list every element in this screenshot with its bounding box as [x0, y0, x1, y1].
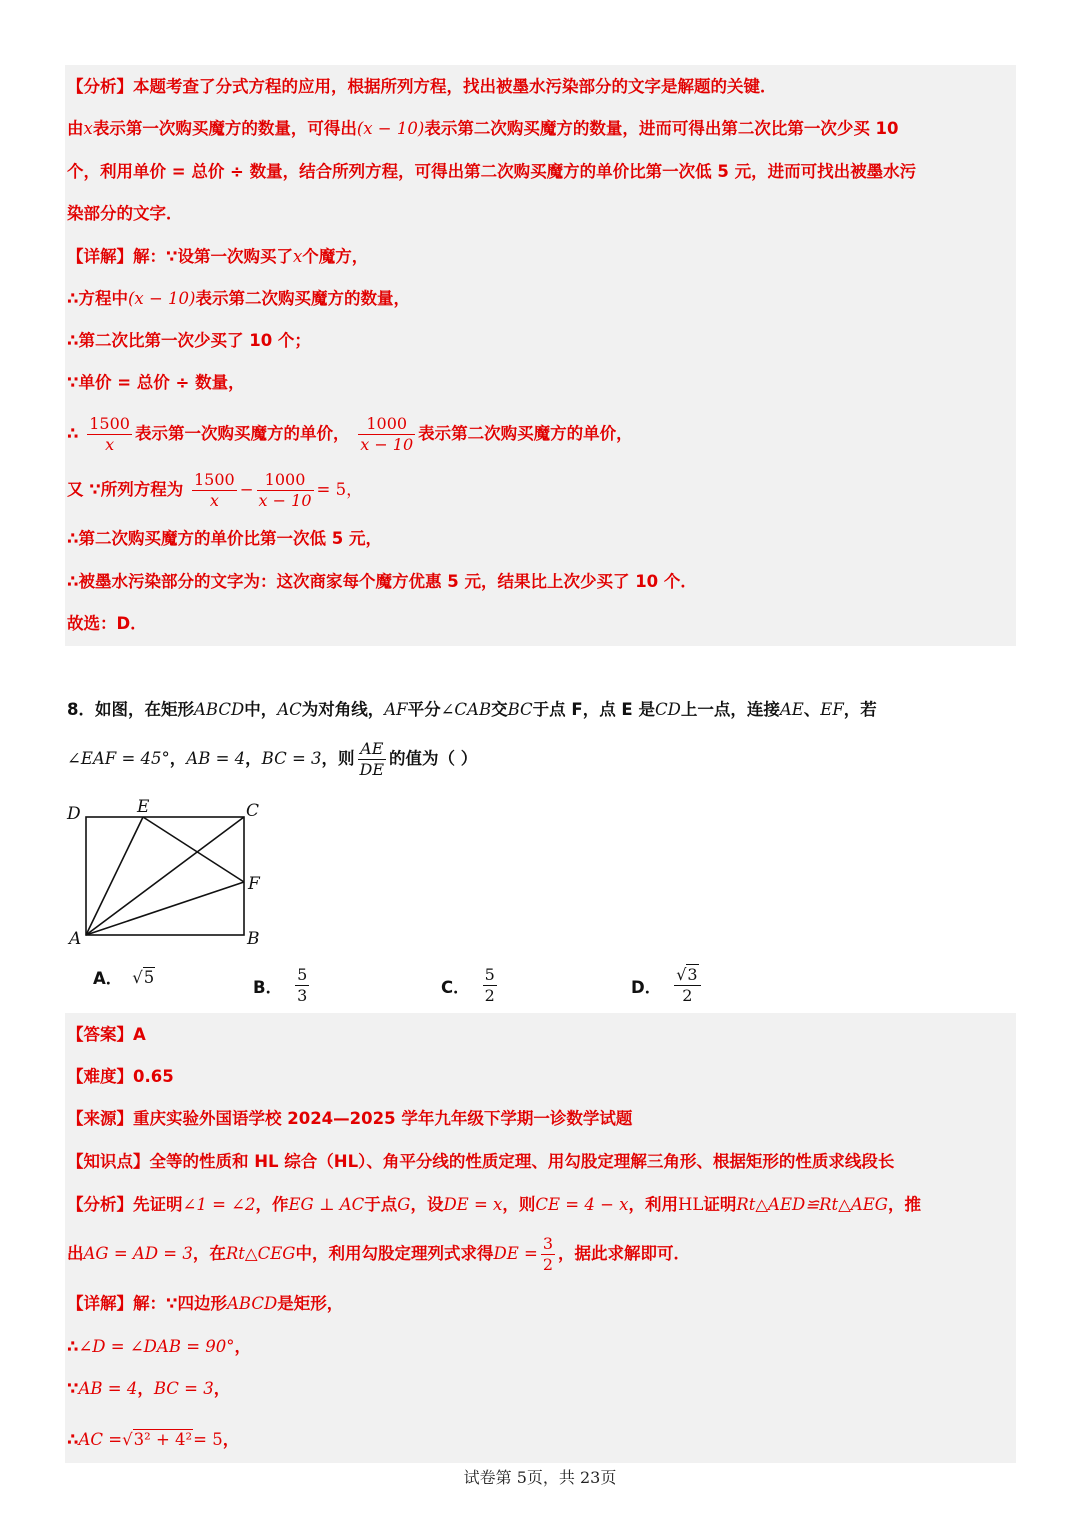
answer-line: [67, 1024, 1013, 1046]
fraction-5-over-2: $\frac{5}{2}$: [484, 965, 495, 1005]
analysis-2-label: 【分析】: [67, 1195, 133, 1214]
segment-ef: [143, 817, 244, 882]
difficulty-label: 【难度】: [67, 1067, 133, 1086]
fraction-1000-over-x-10: $\frac{1000}{x - 10}$: [360, 414, 414, 454]
detail-line-5: ∴ $\frac{1500}{x}$ 表示第一次购买魔方的单价， $\frac{1000}{x - 10}$ 表示第二次购买魔方的单价，: [67, 414, 633, 454]
point-label-e: E: [137, 797, 150, 817]
sqrt-3sq-plus-4sq: √3² + 4²: [122, 1430, 193, 1449]
point-label-b: B: [247, 929, 260, 949]
sqrt-5: √5: [132, 967, 155, 987]
detail-2-line-2: ∴∠D = ∠DAB = 90°，: [67, 1337, 252, 1356]
detail-label: 【详解】: [67, 247, 133, 266]
question-8-line-1: 8．如图，在矩形ABCD中，AC为对角线，AF平分∠CAB交BC于点 F，点 E 是CD上一点，连接AE、EF，若: [67, 700, 877, 719]
segment-af: [86, 882, 244, 935]
point-label-c: C: [246, 801, 260, 821]
analysis-line-4: 染部分的文字．: [67, 204, 183, 223]
difficulty-line: [67, 1066, 1013, 1088]
fraction-3-over-2: $\frac{3}{2}$: [542, 1234, 553, 1274]
detail-line-2: ∴方程中(x − 10)表示第二次购买魔方的数量，: [67, 289, 410, 308]
detail-line-1: 【详解】解：∵设第一次购买了x个魔方，: [67, 247, 369, 266]
analysis-line-2: 由x表示第一次购买魔方的数量，可得出(x − 10)表示第二次购买魔方的数量，进而可得出第二次比第一次少买 10: [67, 119, 899, 138]
source-label: 【来源】: [67, 1109, 133, 1128]
answer-label: 【答案】: [67, 1025, 133, 1044]
analysis-label: 【分析】: [67, 77, 133, 96]
detail-line-4: ∵单价 = 总价 ÷ 数量，: [67, 373, 245, 392]
analysis-line-1: 【分析】本题考查了分式方程的应用，根据所列方程，找出被墨水污染部分的文字是解题的关键．: [67, 77, 777, 96]
knowledge-point-line: [67, 1151, 1013, 1173]
detail-line-9: 故选：D．: [67, 614, 147, 633]
page-footer: 试卷第 5页，共 23页: [463, 1468, 617, 1487]
point-label-f: F: [248, 874, 260, 894]
fraction-5-over-3: $\frac{5}{3}$: [297, 965, 308, 1005]
detail-line-8: ∴被墨水污染部分的文字为：这次商家每个魔方优惠 5 元，结果比上次少买了 10 个．: [67, 572, 697, 591]
option-d[interactable]: D． $\frac{√3}{2}$: [631, 965, 704, 1006]
equation-fraction-2: $\frac{1000}{x - 10}$: [258, 470, 312, 510]
fraction-sqrt3-over-2: $\frac{√3}{2}$: [674, 965, 700, 1006]
diagonal-ac: [86, 817, 244, 935]
detail-line-6: 又 ∵所列方程为 $\frac{1500}{x}$ − $\frac{1000}{x - 10}$ = 5，: [67, 470, 363, 510]
fraction-1500-over-x: $\frac{1500}{x}$: [89, 414, 130, 454]
analysis-line-3: 个，利用单价 = 总价 ÷ 数量，结合所列方程，可得出第二次购买魔方的单价比第一次低 5 元，进而可找出被墨水污: [67, 162, 917, 181]
detail-2-line-3: ∵AB = 4，BC = 3，: [67, 1379, 231, 1398]
knowledge-point-label: 【知识点】: [67, 1152, 150, 1171]
option-a[interactable]: A． √5: [93, 967, 155, 988]
analysis-2-line-1: 【分析】先证明∠1 = ∠2，作EG ⊥ AC于点G，设DE = x，则CE = 4 − x，利用HL证明Rt△AED≌Rt△AEG，推: [67, 1195, 921, 1214]
source-value: 重庆实验外国语学校 2024—2025 学年九年级下学期一诊数学试题: [133, 1109, 633, 1128]
point-label-a: A: [69, 929, 82, 949]
detail-line-3: ∴第二次比第一次少买了 10 个；: [67, 331, 311, 350]
option-b[interactable]: B． $\frac{5}{3}$: [253, 965, 308, 1005]
difficulty-value: 0.65: [133, 1067, 174, 1086]
answer-value: A: [133, 1025, 146, 1044]
point-label-d: D: [67, 804, 81, 824]
detail-line-7: ∴第二次购买魔方的单价比第一次低 5 元，: [67, 529, 382, 548]
detail-2-line-4: ∴AC =√3² + 4²= 5，: [67, 1430, 240, 1449]
analysis-panel-q7: [65, 65, 1016, 646]
rectangle-figure: [60, 795, 280, 955]
source-line: [67, 1108, 1013, 1130]
equation-fraction-1: $\frac{1500}{x}$: [193, 470, 235, 510]
option-c[interactable]: C． $\frac{5}{2}$: [441, 965, 495, 1005]
detail-2-label: 【详解】: [67, 1294, 133, 1313]
analysis-2-line-2: 出AG = AD = 3，在Rt△CEG中，利用勾股定理列式求得DE = $\frac{3}{2}$ ，据此求解即可．: [67, 1234, 690, 1274]
detail-2-line-1: 【详解】解：∵四边形ABCD是矩形，: [67, 1294, 344, 1313]
knowledge-point-value: 全等的性质和 HL 综合（HL）、角平分线的性质定理、用勾股定理解三角形、根据矩形的性质求线段长: [149, 1152, 895, 1171]
question-8-line-2: ∠EAF = 45°，AB = 4，BC = 3，则 $\frac{AE}{DE}$ 的值为（ ）: [67, 739, 478, 779]
fraction-ae-over-de: $\frac{AE}{DE}$: [359, 739, 385, 779]
segment-ae: [86, 817, 143, 935]
